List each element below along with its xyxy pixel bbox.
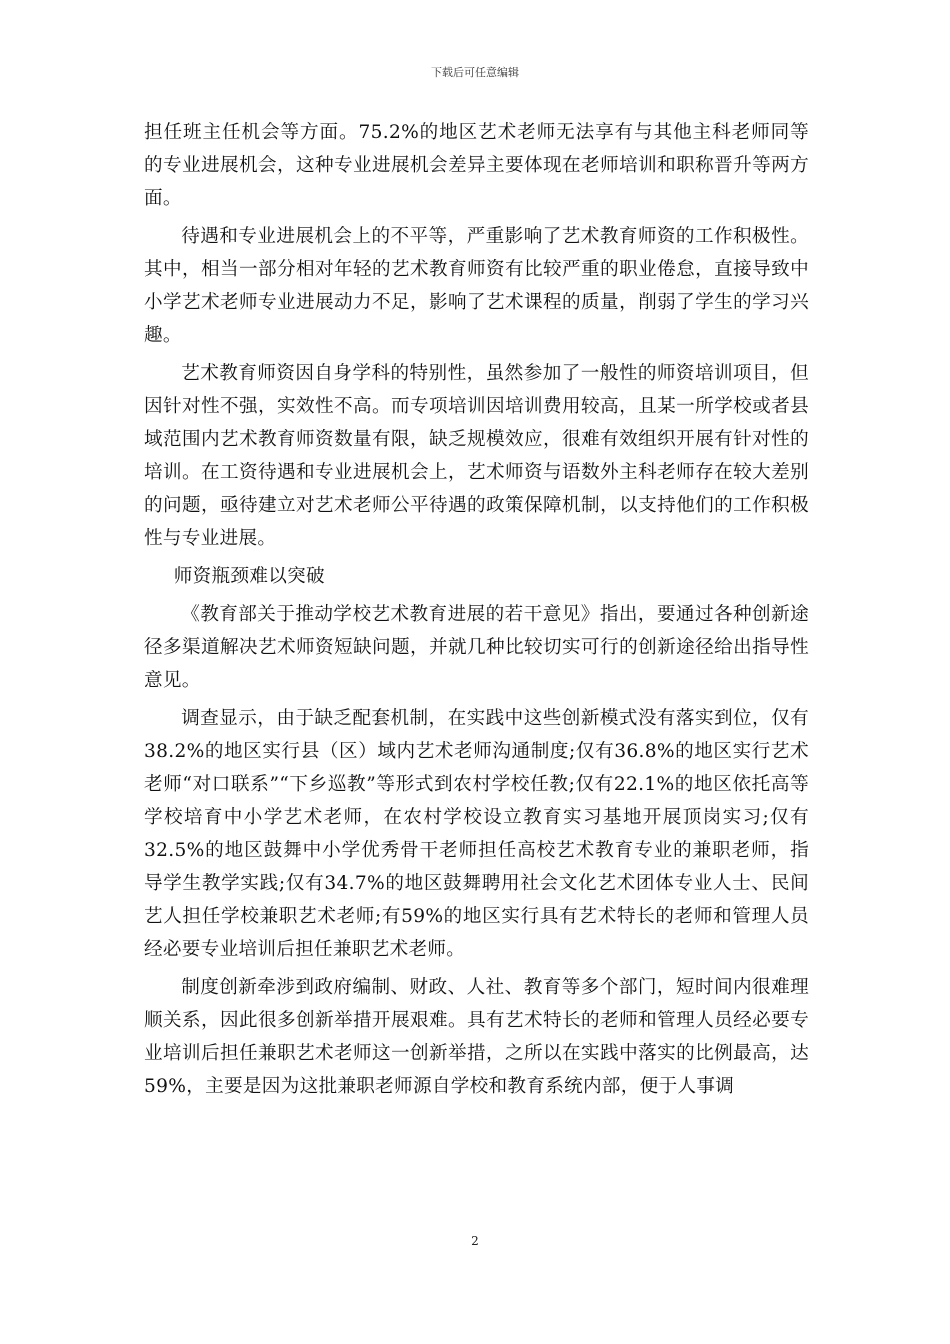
page-header: 下载后可任意编辑 (431, 66, 519, 79)
paragraph-continuation: 担任班主任机会等方面。75.2%的地区艺术老师无法享有与其他主科老师同等的专业进展机会，这种专业进展机会差异主要体现在老师培训和职称晋升等两方面。 (144, 122, 809, 209)
paragraph: 《教育部关于推动学校艺术教育进展的若干意见》指出，要通过各种创新途径多渠道解决艺术师资短缺问题，并就几种比较切实可行的创新途径给出指导性意见。 (144, 604, 809, 691)
paragraph: 艺术教育师资因自身学科的特别性，虽然参加了一般性的师资培训项目，但因针对性不强，实效性不高。而专项培训因培训费用较高，且某一所学校或者县域范围内艺术教育师资数量有限，缺乏规模效应，很难有效组织开展有针对性的培训。在工资待遇和专业进展机会上，艺术师资与语数外主科老师存在较大差别的问题，亟待建立对艺术老师公平待遇的政策保障机制，以支持他们的工作积极性与专业进展。 (144, 363, 809, 549)
section-heading: 师资瓶颈难以突破 (173, 566, 325, 587)
paragraph: 制度创新牵涉到政府编制、财政、人社、教育等多个部门，短时间内很难理顺关系，因此很多创新举措开展艰难。具有艺术特长的老师和管理人员经必要专业培训后担任兼职艺术老师这一创新举措，之所以在实践中落实的比例最高，达59%，主要是因为这批兼职老师源自学校和教育系统内部，便于人事调 (144, 977, 809, 1097)
document-body (144, 116, 809, 1108)
paragraph: 调查显示，由于缺乏配套机制，在实践中这些创新模式没有落实到位，仅有38.2%的地区实行县（区）域内艺术老师沟通制度;仅有36.8%的地区实行艺术老师“对口联系”“下乡巡教”等形式到农村学校任教;仅有22.1%的地区依托高等学校培育中小学艺术老师，在农村学校设立教育实习基地开展顶岗实习;仅有32.5%的地区鼓舞中小学优秀骨干老师担任高校艺术教育专业的兼职老师，指导学生教学实践;仅有34.7%的地区鼓舞聘用社会文化艺术团体专业人士、民间艺人担任学校兼职艺术老师;有59%的地区实行具有艺术特长的老师和管理人员经必要专业培训后担任兼职艺术老师。 (144, 708, 809, 960)
page-number: 2 (471, 1234, 479, 1248)
paragraph: 待遇和专业进展机会上的不平等，严重影响了艺术教育师资的工作积极性。其中，相当一部分相对年轻的艺术教育师资有比较严重的职业倦怠，直接导致中小学艺术老师专业进展动力不足，影响了艺术课程的质量，削弱了学生的学习兴趣。 (144, 226, 809, 346)
